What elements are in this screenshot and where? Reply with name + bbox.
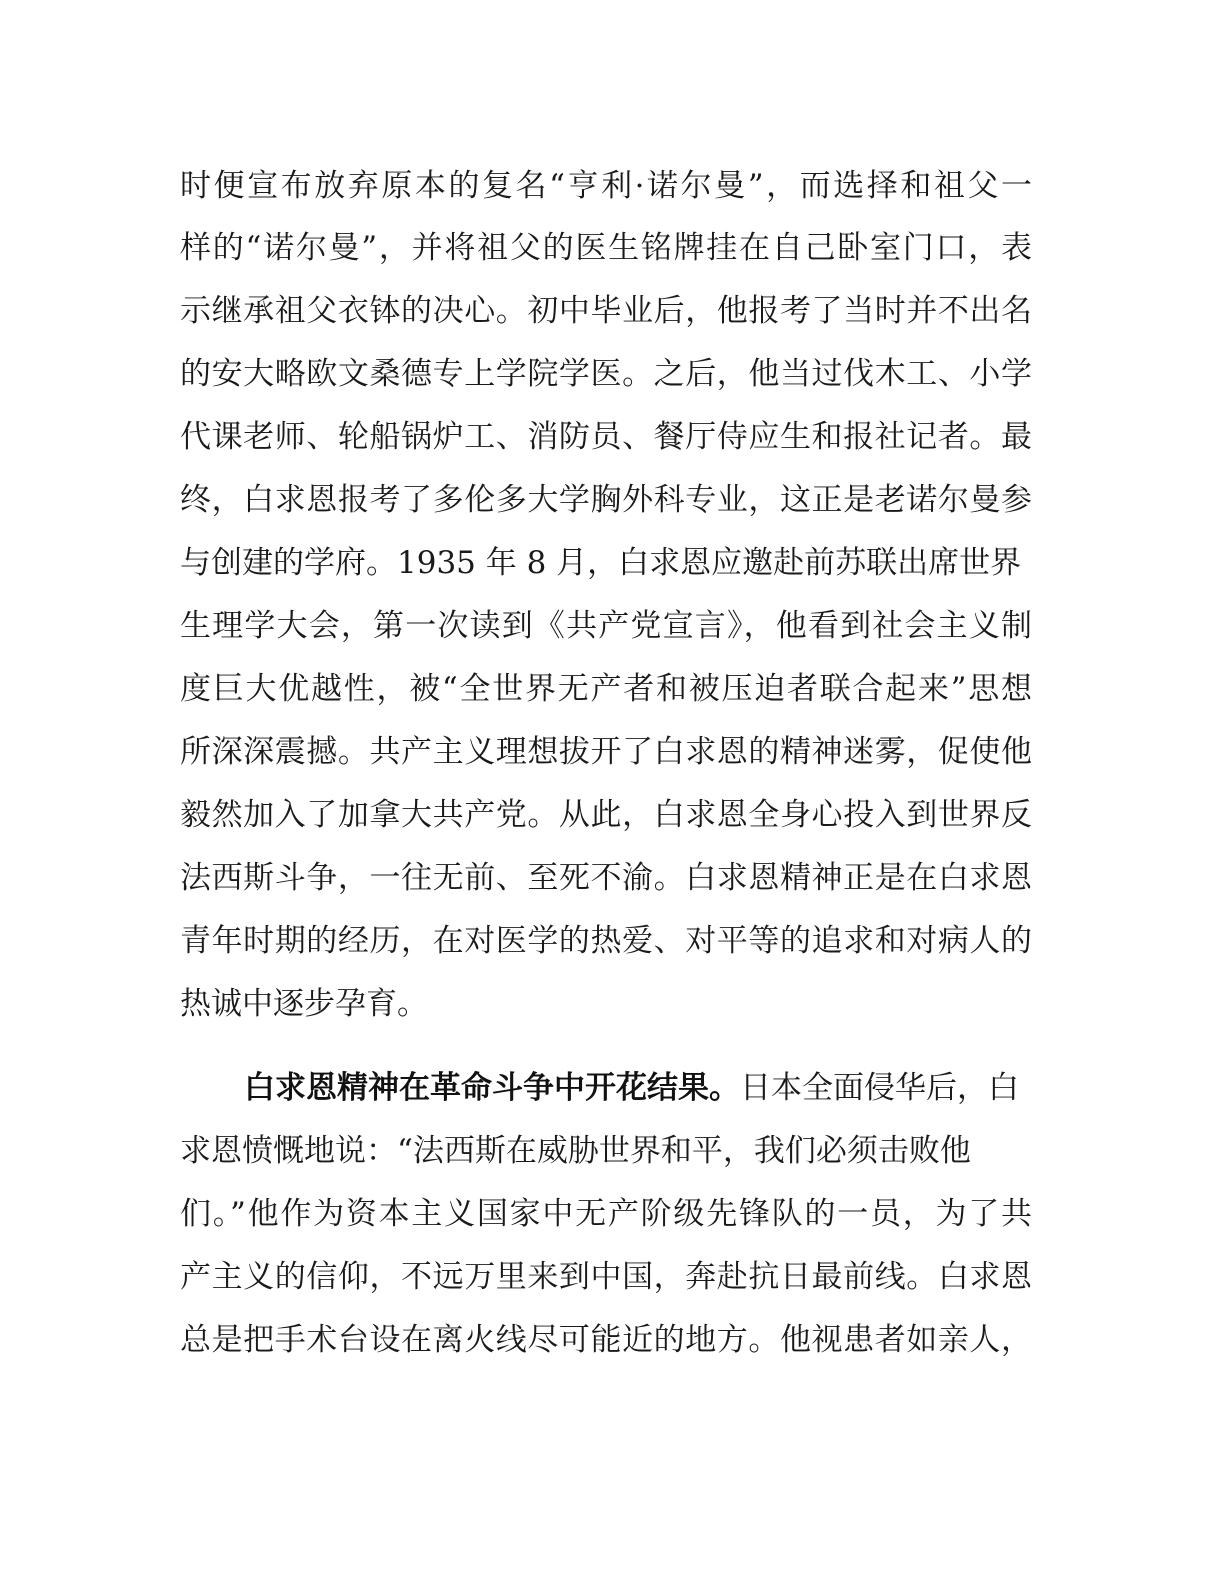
paragraph-first-line	[244, 1064, 1019, 1112]
text-line: 法西斯斗争，一往无前、至死不渝。白求恩精神正是在白求恩	[180, 860, 1032, 896]
section-heading: 白求恩精神在革命斗争中开花结果。	[244, 1070, 740, 1106]
text-line: 与创建的学府。1935 年 8 月，白求恩应邀赴前苏联出席世界	[180, 545, 1022, 581]
text-line: 度巨大优越性，被“全世界无产者和被压迫者联合起来”思想	[180, 671, 1032, 707]
text-line: 生理学大会，第一次读到《共产党宣言》，他看到社会主义制	[180, 608, 1032, 644]
text-line: 求恩愤慨地说：“法西斯在威胁世界和平，我们必须击败他	[180, 1133, 971, 1169]
text-run: 日本全面侵华后，白	[740, 1070, 1019, 1106]
text-line: 代课老师、轮船锅炉工、消防员、餐厅侍应生和报社记者。最	[180, 419, 1032, 455]
text-line: 所深深震撼。共产主义理想拔开了白求恩的精神迷雾，促使他	[180, 734, 1032, 770]
text-line: 总是把手术台设在离火线尽可能近的地方。他视患者如亲人，	[180, 1322, 1032, 1358]
text-line: 样的“诺尔曼”，并将祖父的医生铭牌挂在自己卧室门口，表	[180, 230, 1032, 266]
text-line: 毅然加入了加拿大共产党。从此，白求恩全身心投入到世界反	[180, 797, 1032, 833]
text-line: 时便宣布放弃原本的复名“亨利·诺尔曼”，而选择和祖父一	[180, 168, 1032, 204]
text-line: 的安大略欧文桑德专上学院学医。之后，他当过伐木工、小学	[180, 356, 1032, 392]
text-line: 青年时期的经历，在对医学的热爱、对平等的追求和对病人的	[180, 923, 1032, 959]
text-line: 产主义的信仰，不远万里来到中国，奔赴抗日最前线。白求恩	[180, 1259, 1032, 1295]
text-line: 热诚中逐步孕育。	[180, 986, 428, 1022]
text-line: 们。”他作为资本主义国家中无产阶级先锋队的一员，为了共	[180, 1196, 1032, 1232]
text-line: 示继承祖父衣钵的决心。初中毕业后，他报考了当时并不出名	[180, 293, 1032, 329]
text-line: 终，白求恩报考了多伦多大学胸外科专业，这正是老诺尔曼参	[180, 482, 1032, 518]
